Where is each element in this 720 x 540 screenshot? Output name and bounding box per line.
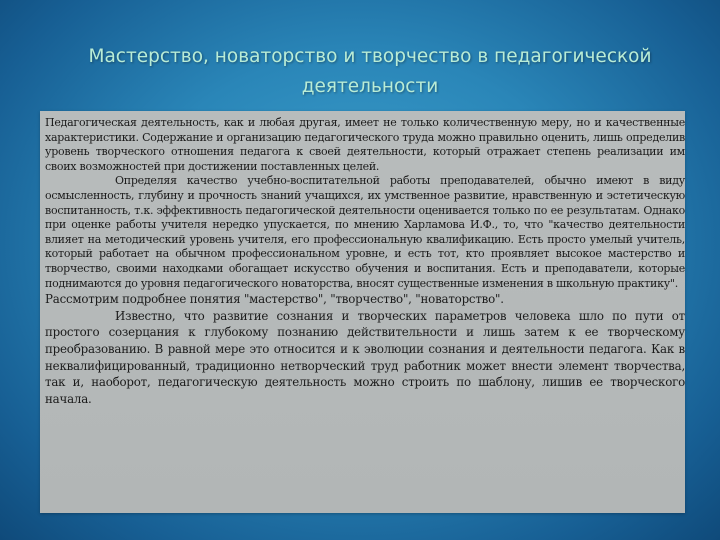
paragraph-intro: Педагогическая деятельность, как и любая другая, имеет не только количественную меру, но и качественные характеристики. Содержание и организацию педагогического труда можно правильно оценить, лишь определив уровень творческого отношения педагога к своей деятельности, который отражает степень реализации им своих возможностей при достижении поставленных целей. — [45, 116, 685, 173]
paragraph-evolution: Известно, что развитие сознания и творческих параметров человека шло по пути от простого созерцания к глубокому познанию действительности и лишь затем к ее творческому преобразованию. В равной мере это относится и к эволюции сознания и деятельности педагога. Как в неквалифицированный, традиционно нетворческий труд работник может внести элемент творчества, так и, наоборот, педагогическую деятельность можно строить по шаблону, лишив ее творческого начала. — [45, 308, 685, 406]
slide-title: Мастерство, новаторство и творчество в педагогической деятельности — [88, 46, 652, 97]
text-panel — [45, 116, 685, 407]
paragraph-quality: Определяя качество учебно-воспитательной работы преподавателей, обычно имеют в виду осмысленность, глубину и прочность знаний учащихся, их умственное развитие, нравственную и эстетическую воспитанность, т.к. эффективность педагогической деятельности оценивается только по ее результатам. Однако при оценке работы учителя нередко упускается, по мнению Харламова И.Ф., то, что "качество деятельности влияет на методический уровень учителя, его профессиональную квалификацию. Есть просто умелый учитель, который работает на обычном профессиональном уровне, и есть тот, кто проявляет высокое мастерство и творчество, своими находками обогащает искусство обучения и воспитания. Есть и преподаватели, которые поднимаются до уровня педагогического новаторства, вносят существенные изменения в школьную практику". — [45, 174, 685, 290]
paragraph-concepts: Рассмотрим подробнее понятия "мастерство", "творчество", "новаторство". — [45, 292, 504, 307]
